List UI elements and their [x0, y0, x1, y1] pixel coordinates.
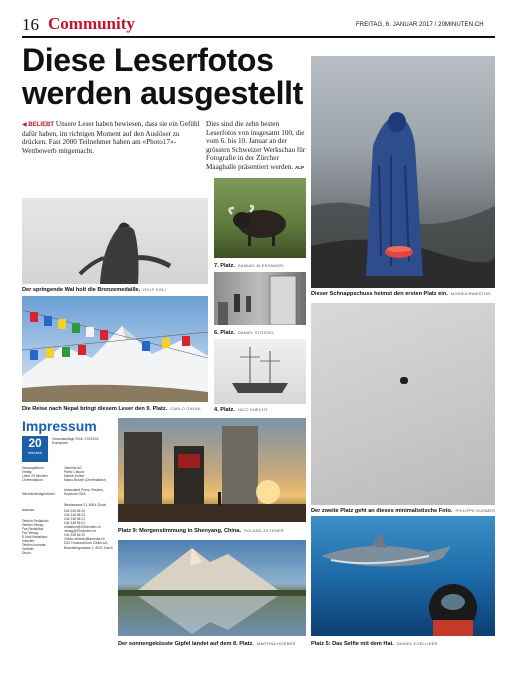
lead-text-2: Dies sind die zehn besten Leserfotos von insgesamt 100, die vom 6. bis 10. Januar an der grössten Schweizer Werkschau für Fotografie in der Zürcher Maaghalle präsentiert werden. [206, 120, 306, 171]
impressum-label: Druck: [22, 551, 32, 556]
photo-first-place [311, 56, 495, 288]
impressum-value: Tamedia AG [64, 466, 82, 470]
caption-first [311, 290, 491, 298]
caption-peak-credit: MARTINA HORBER [256, 641, 296, 646]
caption-peak-text: Der sonnengeküsste Gipfel landet auf dem 8. Platz. [118, 641, 254, 647]
caption-whale [22, 286, 166, 294]
impressum-value: Werdstrasse 21, 8004 Zürich [64, 502, 107, 507]
impressum-label: Telefon Verlag: [22, 522, 44, 527]
caption-shenyang-text: Platz 9: Morgenstimmung in Shenyang, China. [118, 528, 242, 534]
shenyang-illustration [118, 418, 306, 522]
caption-second-text: Der zweite Platz geht an dieses minimalistische Foto. [311, 508, 453, 514]
impressum-label: Leiter 20 Minuten: [22, 474, 49, 479]
shark-illustration [311, 516, 495, 636]
caption-nepal-text: Die Reise nach Nepal bringt diesem Leser den 9. Platz. [22, 406, 168, 412]
buffalo-illustration [214, 178, 306, 258]
caption-shark-credit: DANIEL KOELLIKER [396, 641, 438, 646]
impressum-label: Verlag: [22, 470, 33, 475]
caption-shark [311, 640, 438, 648]
impressum-label: Fax Redaktion: [22, 526, 45, 531]
impressum-value: 20min-vertrieb@tamedia.ch [64, 537, 105, 542]
impressum-label: Vertrieb: [22, 547, 35, 552]
minimalist-illustration [311, 303, 495, 505]
caption-shenyang-credit: ROLAND ZILTENER [244, 528, 284, 533]
impressum-label: Nachrichtenagenturen: [22, 492, 56, 497]
impressum-values [64, 466, 114, 550]
page-number: 16 [22, 15, 39, 34]
caption-7th-credit: SAMUEL ALESSANDRI [237, 263, 284, 268]
caption-6th-credit: DANIEL STÖSSEL [237, 330, 275, 335]
caption-7th [214, 262, 284, 270]
impressum-value: 044 248 66 01 [64, 520, 86, 525]
logo-number: 20 [28, 436, 42, 450]
caption-first-text: Dieser Schnappschuss heimst den ersten Platz ein. [311, 291, 448, 297]
photo-street [214, 272, 306, 325]
headline-line-2: werden ausgestellt [22, 75, 303, 111]
impressum-label: Telefon Redaktion: [22, 518, 50, 523]
kicker: BELIEBT [28, 122, 55, 128]
caption-6th-text: 6. Platz. [214, 330, 235, 336]
impressum-label: Herausgeberin: [22, 466, 45, 470]
street-illustration [214, 272, 306, 325]
logo-word: minuten [27, 450, 43, 455]
photo-ship [214, 339, 306, 404]
header-rule [22, 36, 495, 38]
photo-shark [311, 516, 495, 636]
ship-illustration [214, 339, 306, 404]
impressum-value: 044 248 66 20 [64, 533, 86, 538]
caption-peak [118, 640, 296, 648]
caption-4th-credit: NICO KNECHT [237, 407, 268, 412]
impressum-labels [22, 466, 62, 555]
impressum-label: Fax Verlag: [22, 530, 39, 535]
impressum-value: 044 248 68 21 [64, 516, 86, 521]
caption-first-credit: MONIKA RAWSTON [450, 291, 491, 296]
lead-column-2 [206, 120, 306, 173]
section-title: Community [48, 14, 135, 33]
caption-nepal-credit: CARLO GAVINI [170, 406, 201, 411]
caption-whale-credit: ROLF EGLI [143, 287, 166, 292]
first-place-illustration [311, 56, 495, 288]
impressum-value: 044 248 68 20 [64, 508, 86, 513]
impressum-value: 044 248 68 20 [64, 512, 86, 517]
nepal-illustration [22, 296, 208, 402]
impressum-address: Gesamtauflage 2016: 1'015'000 Exemplare [52, 437, 99, 446]
caption-nepal [22, 405, 201, 413]
peak-illustration [118, 540, 306, 636]
photo-buffalo [214, 178, 306, 258]
caption-whale-text: Der springende Wal holt die Bronzemedaille. [22, 287, 141, 293]
whale-illustration [22, 198, 208, 284]
impressum-value: verlag@20minuten.ch [64, 529, 97, 534]
impressum-value: Associated Press, Reuters, Keystone-SDA [64, 488, 104, 497]
impressum-value: DZZ Druckzentrum Zürich AG, Bubenbergstrasse 1, 8021 Zürich [64, 541, 113, 550]
photo-minimalist [311, 303, 495, 505]
photo-peak [118, 540, 306, 636]
caption-4th-text: 4. Platz. [214, 407, 235, 413]
photo-whale [22, 198, 208, 284]
impressum-value: Marco Boselli (Chefredaktor) [64, 478, 106, 483]
caption-4th [214, 406, 268, 414]
impressum-title: Impressum [22, 418, 97, 434]
impressum-value: redaktion@20minuten.ch [64, 525, 101, 530]
impressum-label: Chefredaktion: [22, 478, 44, 483]
kicker-icon: ◀ [22, 122, 27, 128]
headline-line-1: Diese Leserfotos [22, 42, 274, 78]
impressum-label: Adresse: [22, 508, 36, 513]
impressum-value: Patric Casura [64, 470, 84, 475]
photo-shenyang [118, 418, 306, 522]
caption-6th [214, 329, 275, 337]
impressum-label: E-Mail Redaktion: [22, 534, 49, 539]
impressum-value: Marcel Kohler [64, 474, 85, 479]
impressum-label: Inserate: [22, 539, 35, 544]
caption-shark-text: Platz 5: Das Selfie mit dem Hai. [311, 641, 394, 647]
author-tag: ALP [295, 164, 305, 170]
lead-text-1: Unsere Leser haben bewiesen, dass sie ein Gefühl dafür haben, im richtigen Moment auf den Auslöser zu drücken. Fast 2000 Teilnehmer haben am «Photo17»-Wettbewerb mitgemacht. [22, 120, 200, 155]
lead-column-1 [22, 120, 200, 155]
caption-7th-text: 7. Platz. [214, 263, 235, 269]
date-line: FREITAG, 6. JANUAR 2017 / 20MINUTEN.CH [356, 22, 484, 28]
impressum-label: Telefon Inserate: [22, 543, 47, 548]
caption-shenyang [118, 527, 284, 535]
caption-second-credit: PHILIPPE KUMMER [455, 508, 496, 513]
impressum-logo [22, 436, 48, 462]
caption-second [311, 507, 495, 515]
photo-nepal [22, 296, 208, 402]
